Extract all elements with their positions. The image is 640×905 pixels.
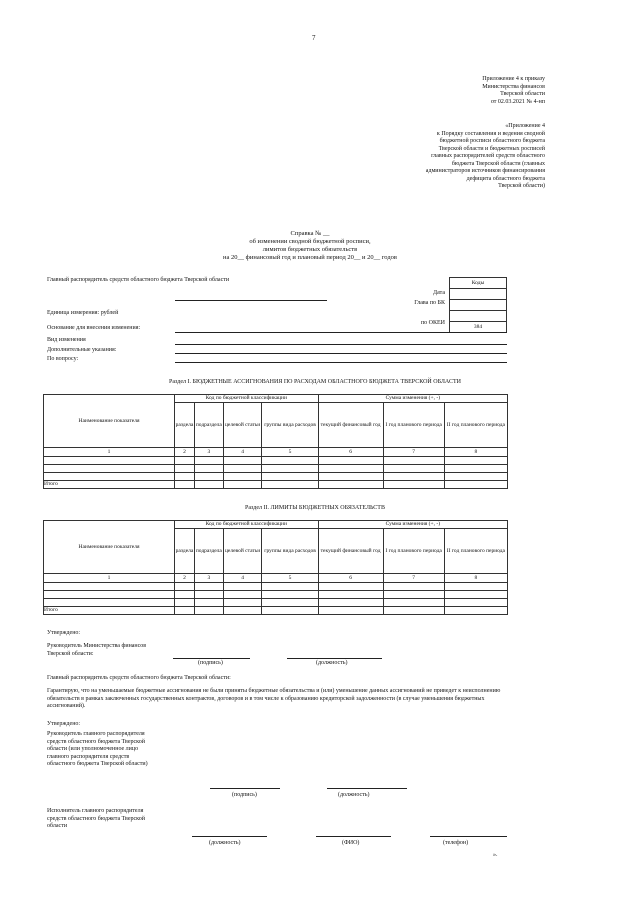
col-number: 2	[175, 448, 195, 457]
page-number: 7	[312, 34, 316, 42]
codes-group-header: Код по бюджетной классификации	[175, 521, 319, 529]
col-header: подраздела	[194, 529, 223, 574]
appendix2-line: к Порядку составления и ведения сводной	[436, 130, 545, 137]
executor-position-caption: (должность)	[209, 840, 241, 846]
okei-label: по ОКЕИ	[420, 320, 445, 326]
blank-value	[450, 311, 507, 322]
codes-labels	[397, 280, 445, 330]
end-mark: ».	[493, 852, 498, 858]
basis-label: Основание для внесения изменения:	[47, 325, 141, 331]
col-number: 1	[44, 574, 175, 583]
col-header: I год планового периода	[383, 529, 444, 574]
executor-line: средств областного бюджета Тверской	[47, 815, 145, 822]
appendix2-line: дефицита областного бюджета	[466, 175, 545, 182]
col-header: II год планового периода	[444, 403, 507, 448]
approval2-approved: Утверждено:	[47, 721, 81, 727]
col-number: 7	[383, 448, 444, 457]
total-label: Итого	[44, 481, 175, 489]
appendix2-line: администраторов источников финансирования	[425, 168, 545, 174]
executor-position-line[interactable]	[192, 836, 267, 837]
approval1-position-line[interactable]	[287, 658, 382, 659]
appendix2-line: бюджетной росписи областного бюджета	[439, 138, 545, 144]
question-line	[175, 362, 507, 363]
col-number: 4	[223, 448, 262, 457]
col-header: раздела	[175, 529, 195, 574]
col-header: подраздела	[194, 403, 223, 448]
executor-phone-caption: (телефон)	[443, 840, 469, 846]
table-row	[44, 599, 508, 607]
col-header: группы вида расходов	[262, 529, 318, 574]
approval2-line: главного распорядителя средств	[47, 753, 130, 760]
table-row	[44, 591, 508, 599]
approval2-signature-caption: (подпись)	[232, 792, 257, 798]
col-number: 5	[262, 448, 318, 457]
col-header: группы вида расходов	[262, 403, 318, 448]
codes-table	[449, 277, 507, 333]
section2-table	[43, 520, 508, 615]
col-header: текущий финансовый год	[318, 403, 383, 448]
approval1-approved: Утверждено:	[47, 630, 81, 636]
table-row	[44, 465, 508, 473]
date-label: Дата	[433, 290, 445, 296]
title-line: на 20__ финансовый год и плановый период 20__ и 20__ годов	[223, 254, 397, 262]
document-title	[170, 230, 450, 263]
col-header: целевой статьи	[223, 403, 262, 448]
approval1-position-caption: (должность)	[316, 660, 348, 666]
guarantee-line1: Главный распорядитель средств областного бюджета Тверской области:	[47, 675, 231, 681]
section2-title: Раздел II. ЛИМИТЫ БЮДЖЕТНЫХ ОБЯЗАТЕЛЬСТВ	[245, 505, 385, 511]
change-type-label: Вид изменения	[47, 337, 86, 343]
title-line: Справка № __	[290, 230, 330, 237]
appendix-block	[482, 76, 545, 106]
col-number: 5	[262, 574, 318, 583]
col-number: 6	[318, 448, 383, 457]
date-value[interactable]	[450, 289, 507, 300]
col-name-header: Наименование показателя	[44, 521, 175, 574]
col-number: 8	[444, 574, 507, 583]
sum-group-header: Сумма изменения (+, -)	[318, 395, 507, 403]
table-row	[44, 473, 508, 481]
col-number: 3	[194, 448, 223, 457]
col-number: 3	[194, 574, 223, 583]
col-number: 7	[383, 574, 444, 583]
question-label: По вопросу:	[47, 356, 79, 362]
approval1-signature-line[interactable]	[173, 658, 250, 659]
appendix-line: от 02.03.2021 № 4-нп	[490, 98, 545, 105]
appendix2-block	[426, 123, 545, 191]
approval1-head-line1: Руководитель Министерства финансов	[47, 643, 147, 649]
appendix2-line: главных распорядителей средств областного	[431, 153, 545, 159]
col-number: 1	[44, 448, 175, 457]
section1-table	[43, 394, 508, 489]
additional-line	[175, 353, 507, 354]
unit-label: Единица измерения: рублей	[47, 310, 119, 316]
approval2-line: Руководитель главного распорядителя	[47, 731, 145, 737]
col-number: 4	[223, 574, 262, 583]
col-number: 6	[318, 574, 383, 583]
codes-group-header: Код по бюджетной классификации	[175, 395, 319, 403]
appendix-line: Министерства финансов	[482, 83, 545, 90]
approval2-line: областного бюджета Тверской области)	[47, 761, 148, 767]
total-row	[44, 481, 508, 489]
appendix2-line: Тверской области и бюджетных росписей	[438, 145, 545, 152]
change-type-line	[175, 344, 507, 345]
executor-phone-line[interactable]	[430, 836, 507, 837]
approval2-line: средств областного бюджета Тверской	[47, 738, 145, 745]
approval2-block	[47, 731, 148, 769]
main-manager-label: Главный распорядитель средств областного бюджета Тверской области	[47, 277, 230, 283]
okei-value: 384	[450, 322, 507, 333]
section1-title: Раздел I. БЮДЖЕТНЫЕ АССИГНОВАНИЯ ПО РАСХОДАМ ОБЛАСТНОГО БЮДЖЕТА ТВЕРСКОЙ ОБЛАСТИ	[169, 379, 461, 385]
appendix-line: Тверской области	[500, 91, 545, 97]
col-header: I год планового периода	[383, 403, 444, 448]
executor-block	[47, 808, 145, 831]
appendix-line: Приложение 4 к приказу	[482, 76, 545, 82]
approval2-signature-line[interactable]	[210, 788, 280, 789]
executor-fio-line[interactable]	[316, 836, 391, 837]
manager-underline	[175, 300, 327, 301]
col-header: целевой статьи	[223, 529, 262, 574]
col-number: 2	[175, 574, 195, 583]
executor-line: Исполнитель главного распорядителя	[47, 808, 144, 814]
bk-label: Глава по БК	[414, 300, 445, 306]
title-line: лимитов бюджетных обязательств	[262, 246, 358, 254]
sum-group-header: Сумма изменения (+, -)	[318, 521, 507, 529]
table-row	[44, 583, 508, 591]
codes-header: Коды	[450, 278, 507, 289]
additional-label: Дополнительные указания:	[47, 347, 117, 353]
approval1-head-line2: Тверской области:	[47, 651, 94, 657]
guarantee-text: Гарантирую, что на уменьшаемые бюджетные ассигнования не были приняты бюджетные обязательства и (или) уменьшение данных ассигнований не приведет к неисполнению обязательств в рамках заключенных государственных контрактов, договоров и в том числе к образованию кредиторской задолженности (в случае уменьшения бюджетных ассигнований).	[47, 688, 501, 709]
executor-fio-caption: (ФИО)	[342, 840, 360, 846]
executor-line: области	[47, 823, 68, 829]
approval2-position-line[interactable]	[327, 788, 407, 789]
table-row	[44, 457, 508, 465]
col-header: раздела	[175, 403, 195, 448]
title-line: об изменении сводной бюджетной росписи,	[249, 238, 371, 246]
col-header: текущий финансовый год	[318, 529, 383, 574]
total-label: Итого	[44, 607, 175, 615]
appendix2-line: Тверской области)	[498, 183, 545, 189]
approval1-signature-caption: (подпись)	[198, 660, 223, 666]
approval2-position-caption: (должность)	[338, 792, 370, 798]
col-header: II год планового периода	[444, 529, 507, 574]
appendix2-line: «Приложение 4	[505, 123, 545, 129]
col-number: 8	[444, 448, 507, 457]
total-row	[44, 607, 508, 615]
appendix2-line: бюджета Тверской области (главных	[451, 160, 545, 167]
bk-value[interactable]	[450, 300, 507, 311]
approval2-line: области (или уполномоченное лицо	[47, 746, 139, 752]
basis-line	[175, 332, 507, 333]
col-name-header: Наименование показателя	[44, 395, 175, 448]
